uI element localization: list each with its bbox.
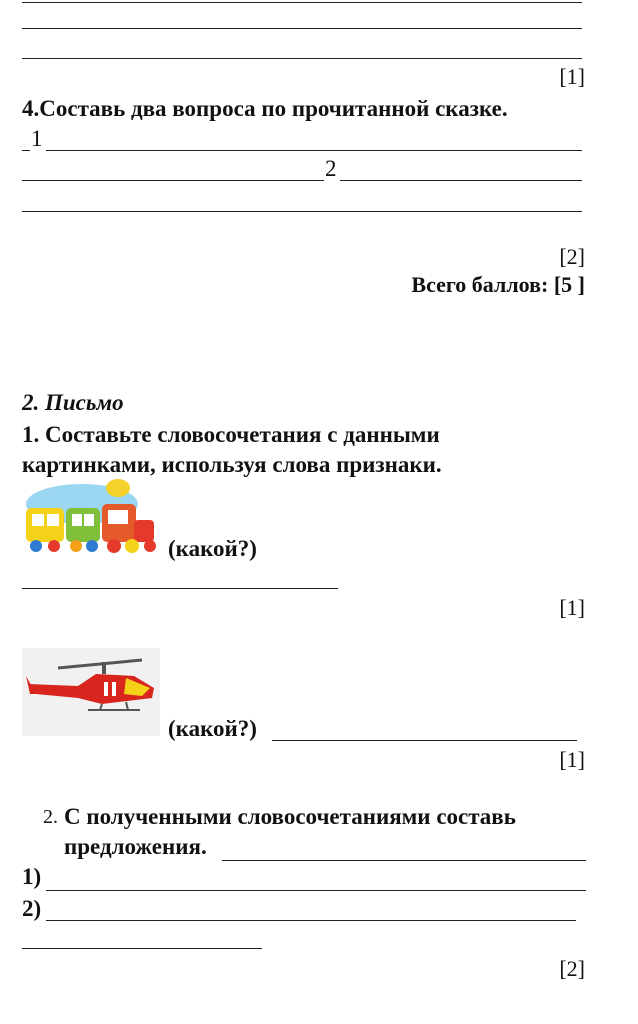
score-label: [1] [559, 747, 585, 772]
section-heading: 2. Письмо [22, 390, 124, 415]
score-label: [2] [559, 956, 585, 981]
question-number-1: 1 [31, 126, 43, 151]
score-label: [1] [559, 64, 585, 89]
task2-number: 2. [43, 806, 58, 828]
score-label: [2] [559, 244, 585, 269]
task1-text: 1. Составьте словосочетания с данными картинками, используя слова признаки. [22, 422, 442, 477]
answer-line [22, 180, 324, 181]
answer-line [22, 211, 582, 212]
answer-line[interactable] [46, 890, 586, 891]
answer-line[interactable] [272, 740, 577, 741]
sentence-number-2: 2) [22, 896, 42, 921]
train-picture [22, 478, 160, 558]
answer-line[interactable] [22, 948, 262, 949]
answer-line [340, 180, 582, 181]
answer-line [22, 150, 30, 151]
answer-line [222, 860, 586, 861]
total-score: Всего баллов: [5 ] [411, 272, 585, 297]
answer-line [22, 58, 582, 59]
task4-title: 4.Составь два вопроса по прочитанной сказке. [22, 96, 508, 121]
question-number-2: 2 [325, 156, 337, 181]
kakoy-label: (какой?) [168, 536, 257, 561]
answer-line[interactable] [22, 588, 338, 589]
helicopter-picture [22, 648, 160, 736]
answer-line[interactable] [46, 920, 576, 921]
kakoy-label: (какой?) [168, 716, 257, 741]
answer-line [22, 2, 582, 3]
answer-line [46, 150, 582, 151]
task2-text: С полученными словосочетаниями составь предложения. [64, 804, 516, 859]
sentence-number-1: 1) [22, 864, 42, 889]
score-label: [1] [559, 595, 585, 620]
answer-line [22, 28, 582, 29]
